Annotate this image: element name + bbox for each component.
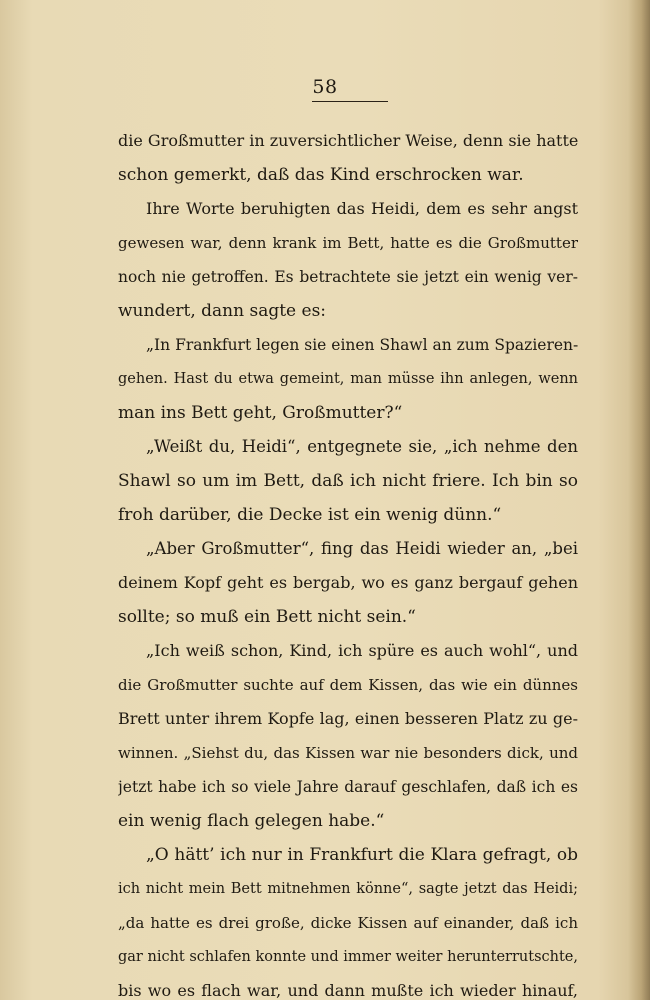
- text-line: gehen. Hast du etwa gemeint, man müsse ihn anlegen, wenn: [118, 371, 578, 387]
- text-line: Shawl so um im Bett, daß ich nicht friere. Ich bin so: [118, 471, 578, 491]
- text-line: jetzt habe ich so viele Jahre darauf geschlafen, daß ich es: [118, 778, 578, 796]
- text-line: Ihre Worte beruhigten das Heidi, dem es sehr angst: [146, 199, 578, 218]
- text-line: „Weißt du, Heidi“, entgegnete sie, „ich nehme den: [146, 437, 578, 456]
- text-line: „O hätt’ ich nur in Frankfurt die Klara gefragt, ob: [146, 845, 578, 865]
- body-text: [118, 124, 578, 1000]
- text-line: schon gemerkt, daß das Kind erschrocken war.: [118, 165, 524, 185]
- text-line: noch nie getroffen. Es betrachtete sie jetzt ein wenig ver-: [118, 268, 578, 286]
- text-line: deinem Kopf geht es bergab, wo es ganz bergauf gehen: [118, 573, 578, 592]
- text-line: sollte; so muß ein Bett nicht sein.“: [118, 607, 416, 627]
- text-line: wundert, dann sagte es:: [118, 301, 327, 321]
- text-line: ich nicht mein Bett mitnehmen könne“, sagte jetzt das Heidi;: [118, 881, 578, 897]
- text-line: gewesen war, denn krank im Bett, hatte es die Großmutter: [118, 234, 578, 252]
- text-line: „In Frankfurt legen sie einen Shawl an zum Spazieren-: [146, 336, 578, 354]
- text-line: froh darüber, die Decke ist ein wenig dünn.“: [118, 505, 502, 525]
- text-line: ein wenig flach gelegen habe.“: [118, 811, 385, 831]
- text-line: Brett unter ihrem Kopfe lag, einen besseren Platz zu ge-: [118, 709, 578, 728]
- page-edge-shadow: [628, 0, 650, 1000]
- text-line: „Aber Großmutter“, fing das Heidi wieder an, „bei: [146, 539, 578, 558]
- page-number: 58: [312, 76, 338, 98]
- text-line: man ins Bett geht, Großmutter?“: [118, 403, 403, 423]
- text-line: bis wo es flach war, und dann mußte ich wieder hinauf,: [118, 981, 578, 1000]
- text-line: „da hatte es drei große, dicke Kissen auf einander, daß ich: [118, 914, 578, 932]
- page-number-rule: [312, 101, 388, 102]
- text-line: gar nicht schlafen konnte und immer weiter herunterrutschte,: [118, 949, 578, 965]
- text-line: die Großmutter suchte auf dem Kissen, das wie ein dünnes: [118, 676, 578, 694]
- text-line: die Großmutter in zuversichtlicher Weise, denn sie hatte: [118, 131, 578, 150]
- text-line: „Ich weiß schon, Kind, ich spüre es auch wohl“, und: [146, 641, 578, 660]
- text-line: winnen. „Siehst du, das Kissen war nie besonders dick, und: [118, 744, 578, 762]
